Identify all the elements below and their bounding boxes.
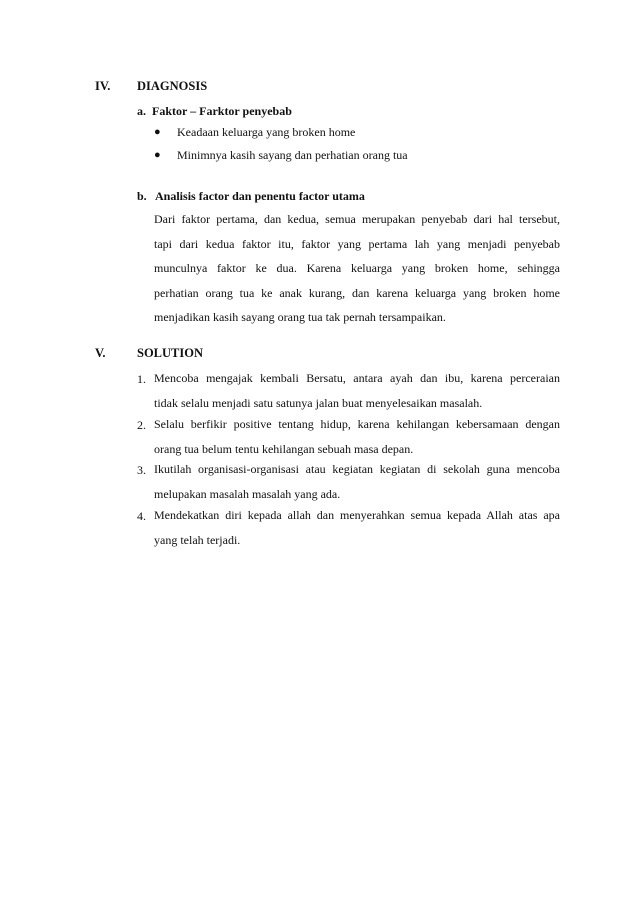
solution-line: yang telah terjadi. xyxy=(154,532,241,547)
section-title-solution: SOLUTION xyxy=(137,346,203,360)
solution-item-number: 3. xyxy=(137,463,146,477)
solution-line: Mencoba mengajak kembali Bersatu, antara ayah dan ibu, karena perceraian xyxy=(154,371,560,385)
solution-item-4 xyxy=(154,503,560,552)
section-number-diagnosis: IV. xyxy=(95,79,111,93)
solution-line: Mendekatkan diri kepada allah dan menyerahkan semua kepada Allah atas apa xyxy=(154,508,560,522)
section-title-diagnosis: DIAGNOSIS xyxy=(137,79,208,93)
paragraph-line: munculnya faktor ke dua. Karena keluarga yang broken home, sehingga xyxy=(154,261,560,276)
bullet-icon: ● xyxy=(154,149,161,161)
bullet-item: Keadaan keluarga yang broken home xyxy=(177,125,356,139)
paragraph-line: menjadikan kasih sayang orang tua tak pernah tersampaikan. xyxy=(154,310,446,325)
solution-item-2 xyxy=(154,412,560,461)
solution-line: orang tua belum tentu kehilangan sebuah masa depan. xyxy=(154,441,414,456)
subsection-label-a: a. Faktor – Farktor penyebab xyxy=(137,104,292,118)
solution-line: Selalu berfikir positive tentang hidup, karena kehilangan kebersamaan dengan xyxy=(154,417,560,431)
bullet-item: Minimnya kasih sayang dan perhatian orang tua xyxy=(177,148,408,162)
solution-item-number: 4. xyxy=(137,509,146,523)
bullet-icon: ● xyxy=(154,126,161,138)
analysis-paragraph xyxy=(154,207,560,330)
solution-item-1 xyxy=(154,366,560,415)
solution-item-number: 1. xyxy=(137,372,146,386)
solution-line: Ikutilah organisasi-organisasi atau kegiatan kegiatan di sekolah guna mencoba xyxy=(154,462,560,476)
solution-line: tidak selalu menjadi satu satunya jalan buat menyelesaikan masalah. xyxy=(154,395,483,410)
solution-item-3 xyxy=(154,457,560,506)
subsection-label-b: b. Analisis factor dan penentu factor utama xyxy=(137,189,365,203)
paragraph-line: Dari faktor pertama, dan kedua, semua merupakan penyebab dari hal tersebut, xyxy=(154,212,560,226)
section-number-solution: V. xyxy=(95,346,106,360)
solution-line: melupakan masalah masalah yang ada. xyxy=(154,486,341,501)
solution-item-number: 2. xyxy=(137,418,146,432)
paragraph-line: tapi dari kedua faktor itu, faktor yang pertama lah yang menjadi penyebab xyxy=(154,236,560,251)
paragraph-line: perhatian orang tua ke anak kurang, dan karena keluarga yang broken home xyxy=(154,285,560,300)
